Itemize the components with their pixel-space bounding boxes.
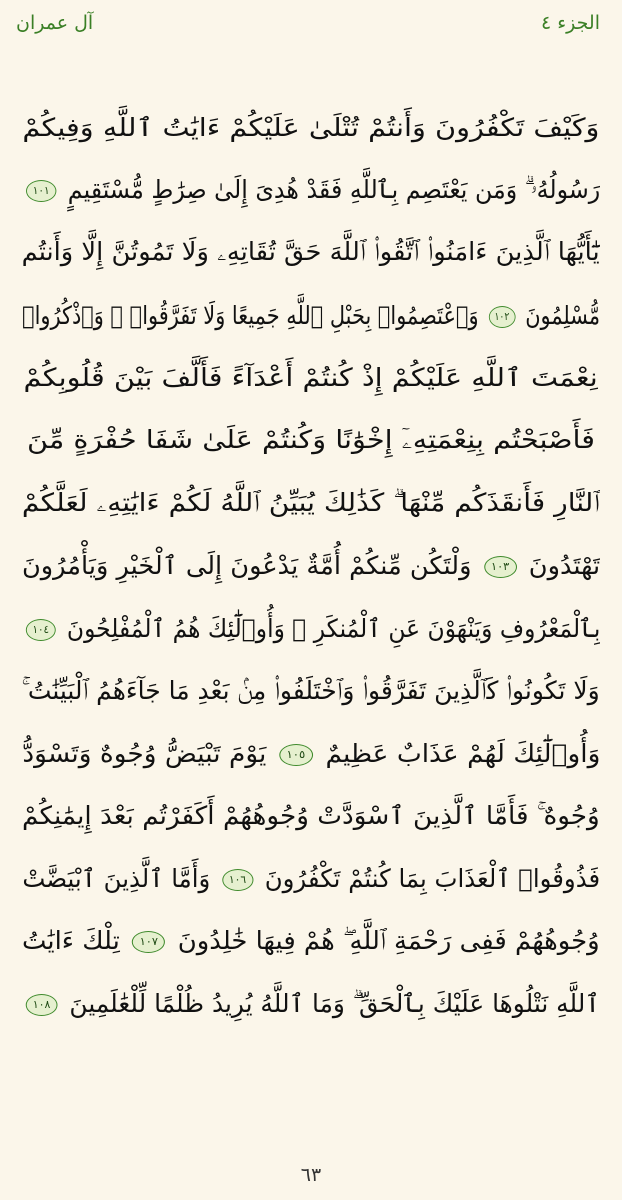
verse-line-text: فَأَصْبَحْتُم بِنِعْمَتِهِۦٓ إِخْوَٰنًا وَكُنتُمْ عَلَىٰ شَفَا حُفْرَةٍ مِّنَ: [26, 425, 596, 455]
ayah-number-marker: ١٠٧: [132, 931, 165, 953]
verse-line-text: وُجُوهٌ ۚ فَأَمَّا ٱلَّذِينَ ٱسْوَدَّتْ وُجُوهُهُمْ أَكَفَرْتُم بَعْدَ إِيمَٰنِكُمْ: [22, 800, 600, 830]
verse-line-text: بِٱلْمَعْرُوفِ وَيَنْهَوْنَ عَنِ ٱلْمُنكَرِ ۚ وَأُو۟لَٰٓئِكَ هُمُ ٱلْمُفْلِحُونَ ١٠٤: [22, 614, 600, 643]
ayah-number-marker: ١٠٨: [26, 994, 58, 1016]
page-header: [0, 8, 622, 44]
surah-name: آل عمران: [16, 12, 94, 34]
verse-line-text: يَٰٓأَيُّهَا ٱلَّذِينَ ءَامَنُوا۟ ٱتَّقُوا۟ ٱللَّهَ حَقَّ تُقَاتِهِۦ وَلَا تَمُوتُنَّ إِلَّا وَأَنتُم: [22, 237, 600, 267]
verse-line-1: [22, 96, 600, 159]
verse-line-text: نِعْمَتَ ٱللَّهِ عَلَيْكُمْ إِذْ كُنتُمْ أَعْدَآءً فَأَلَّفَ بَيْنَ قُلُوبِكُمْ: [23, 363, 599, 393]
verse-line-13: [22, 847, 600, 910]
verse-line-text: مُّسْلِمُونَ ١٠٢ وَٱعْتَصِمُوا۟ بِحَبْلِ ٱللَّهِ جَمِيعًا وَلَا تَفَرَّقُوا۟ ۚ وَٱذْكُرُوا۟: [22, 300, 600, 330]
verse-line-12: [22, 785, 600, 848]
verse-line-3: [22, 221, 600, 284]
verse-line-6: [22, 409, 600, 472]
ayah-number-marker: ١٠٢: [488, 306, 515, 328]
verse-line-11: [22, 722, 600, 785]
verse-line-text: رَسُولُهُۥ ۗ وَمَن يَعْتَصِم بِٱللَّهِ فَقَدْ هُدِىَ إِلَىٰ صِرَٰطٍ مُّسْتَقِيمٍ ١٠١: [22, 175, 600, 205]
verse-line-9: [22, 597, 600, 660]
verse-line-text: فَذُوقُوا۟ ٱلْعَذَابَ بِمَا كُنتُمْ تَكْفُرُونَ ١٠٦ وَأَمَّا ٱلَّذِينَ ٱبْيَضَّتْ: [22, 863, 600, 893]
verse-line-text: وَكَيْفَ تَكْفُرُونَ وَأَنتُمْ تُتْلَىٰ عَلَيْكُمْ ءَايَٰتُ ٱللَّهِ وَفِيكُمْ: [22, 112, 600, 142]
verse-line-text: ٱلنَّارِ فَأَنقَذَكُم مِّنْهَا ۗ كَذَٰلِكَ يُبَيِّنُ ٱللَّهُ لَكُمْ ءَايَٰتِهِۦ لَعَلَّكُمْ: [22, 487, 600, 517]
verse-line-14: [22, 910, 600, 973]
verse-line-text: تَهْتَدُونَ ١٠٣ وَلْتَكُن مِّنكُمْ أُمَّةٌ يَدْعُونَ إِلَى ٱلْخَيْرِ وَيَأْمُرُونَ: [22, 550, 600, 580]
verse-line-text: وَلَا تَكُونُوا۟ كَٱلَّذِينَ تَفَرَّقُوا۟ وَٱخْتَلَفُوا۟ مِنۢ بَعْدِ مَا جَآءَهُمُ ٱلْبَيِّنَٰتُ ۚ: [22, 675, 600, 705]
verse-line-15: [22, 972, 600, 1035]
verse-line-7: [22, 472, 600, 535]
verse-line-4: [22, 284, 600, 347]
ayah-number-marker: ١٠٥: [279, 744, 313, 766]
juz-label: الجزء ٤: [540, 12, 600, 34]
verse-line-5: [22, 346, 600, 409]
verse-line-2: [22, 159, 600, 222]
ayah-number-marker: ١٠١: [26, 180, 56, 202]
verses-block: [22, 96, 600, 1035]
verse-line-text: ٱللَّهِ نَتْلُوهَا عَلَيْكَ بِٱلْحَقِّ ۗ وَمَا ٱللَّهُ يُرِيدُ ظُلْمًا لِّلْعَٰلَمِينَ ١٠٨: [22, 989, 600, 1019]
verse-line-text: وَأُو۟لَٰٓئِكَ لَهُمْ عَذَابٌ عَظِيمٌ ١٠٥ يَوْمَ تَبْيَضُّ وُجُوهٌ وَتَسْوَدُّ: [22, 738, 600, 768]
ayah-number-marker: ١٠٦: [222, 869, 253, 891]
verse-line-text: وُجُوهُهُمْ فَفِى رَحْمَةِ ٱللَّهِ ۖ هُمْ فِيهَا خَٰلِدُونَ ١٠٧ تِلْكَ ءَايَٰتُ: [22, 926, 600, 956]
ayah-number-marker: ١٠٤: [26, 619, 56, 641]
page-number: ٦٣: [300, 1164, 322, 1186]
verse-line-10: [22, 659, 600, 722]
ayah-number-marker: ١٠٣: [484, 556, 517, 578]
verse-line-8: [22, 534, 600, 597]
